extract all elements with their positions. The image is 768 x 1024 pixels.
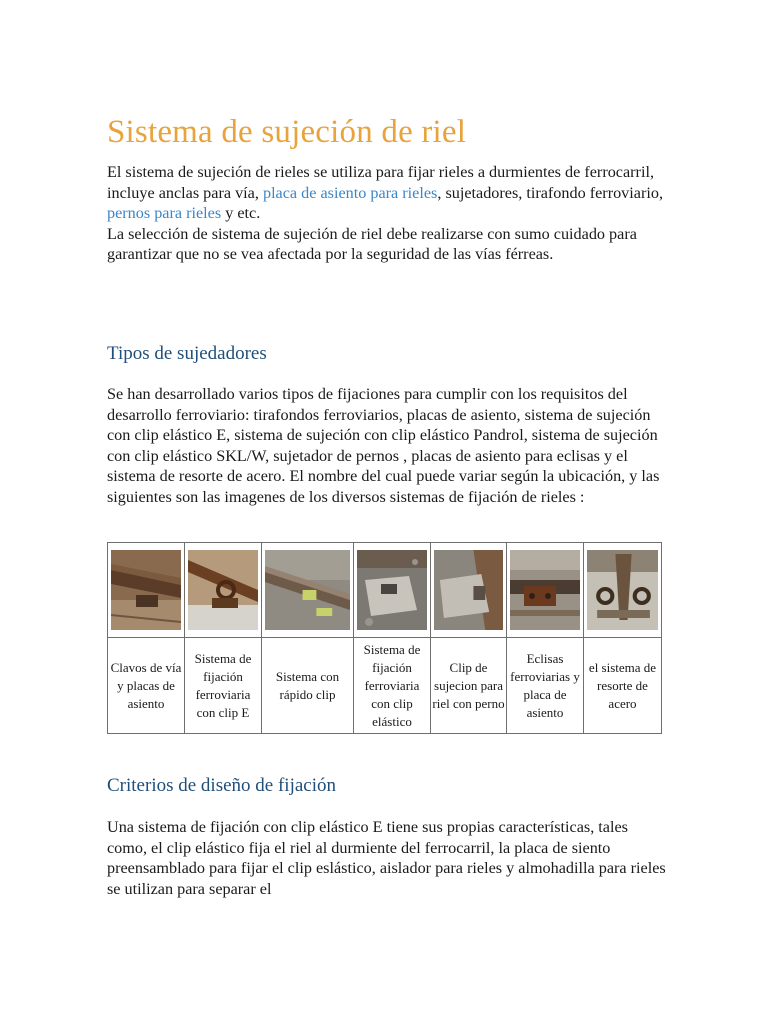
- elastic-clip-photo: [357, 550, 427, 630]
- fast-clip-photo: [265, 550, 350, 630]
- table-cell: [507, 543, 584, 638]
- table-caption-cell: el sistema de resorte de acero: [584, 638, 662, 734]
- intro-paragraph: [107, 162, 667, 224]
- section-heading-tipos: Tipos de sujedadores: [107, 343, 267, 364]
- table-cell: [262, 543, 354, 638]
- intro-paragraph-2: La selección de sistema de sujeción de riel debe realizarse con sumo cuidado para garantizar que no se vea afectada por la seguridad de las vías férreas.: [107, 224, 637, 264]
- table-cell: [431, 543, 507, 638]
- table-cell: [354, 543, 431, 638]
- section-heading-criterios: Criterios de diseño de fijación: [107, 775, 336, 796]
- table-image-row: [108, 543, 662, 638]
- bolt-clip-photo: [434, 550, 503, 630]
- rail-spike-photo: [111, 550, 181, 630]
- table-caption-row: [108, 638, 662, 734]
- table-cell: [584, 543, 662, 638]
- intro-text-2: , sujetadores, tirafondo ferroviario,: [437, 183, 663, 202]
- steel-spring-photo: [587, 550, 658, 630]
- table-caption-cell: Eclisas ferroviarias y placa de asiento: [507, 638, 584, 734]
- link-pernos-rieles[interactable]: pernos para rieles: [107, 204, 222, 223]
- table-caption-cell: Sistema de fijación ferroviaria con clip E: [185, 638, 262, 734]
- table-caption-cell: Clip de sujecion para riel con perno: [431, 638, 507, 734]
- e-clip-photo: [188, 550, 258, 630]
- table-cell: [108, 543, 185, 638]
- table-caption-cell: Clavos de vía y placas de asiento: [108, 638, 185, 734]
- section-body-tipos: Se han desarrollado varios tipos de fijaciones para cumplir con los requisitos del desarrollo ferroviario: tirafondos ferroviarios, placas de asiento, sistema de sujeción con clip elástico E, sistema de sujeción con clip elástico Pandrol, sistema de sujeción con clip elástico SKL/W, sujetador de pernos , placas de asiento para eclisas y el sistema de resorte de acero. El nombre del cual puede variar según la ubicación, y las siguientes son las imagenes de los diversos sistemas de fijación de rieles :: [107, 385, 660, 506]
- link-placa-asiento[interactable]: placa de asiento para rieles: [262, 183, 438, 202]
- intro-section: [107, 162, 667, 265]
- section-body-criterios: Una sistema de fijación con clip elástico E tiene sus propias características, tales como, el clip elástico fija el riel al durmiente del ferrocarril, la placa de siento preensamblado para fijar el clip eslástico, aislador para rieles y almohadilla para rieles se utilizan para separar el: [107, 818, 666, 898]
- intro-text-1: El sistema de sujeción de rieles se utiliza para fijar rieles a durmientes de ferrocarril, incluye anclas para vía,: [107, 163, 654, 202]
- table-caption-cell: Sistema de fijación ferroviaria con clip elástico: [354, 638, 431, 734]
- intro-text-3: y etc.: [221, 204, 261, 223]
- table-cell: [185, 543, 262, 638]
- fastener-table: [107, 542, 662, 734]
- table-caption-cell: Sistema con rápido clip: [262, 638, 354, 734]
- page-title: Sistema de sujeción de riel: [107, 114, 467, 150]
- fishplate-photo: [510, 550, 580, 630]
